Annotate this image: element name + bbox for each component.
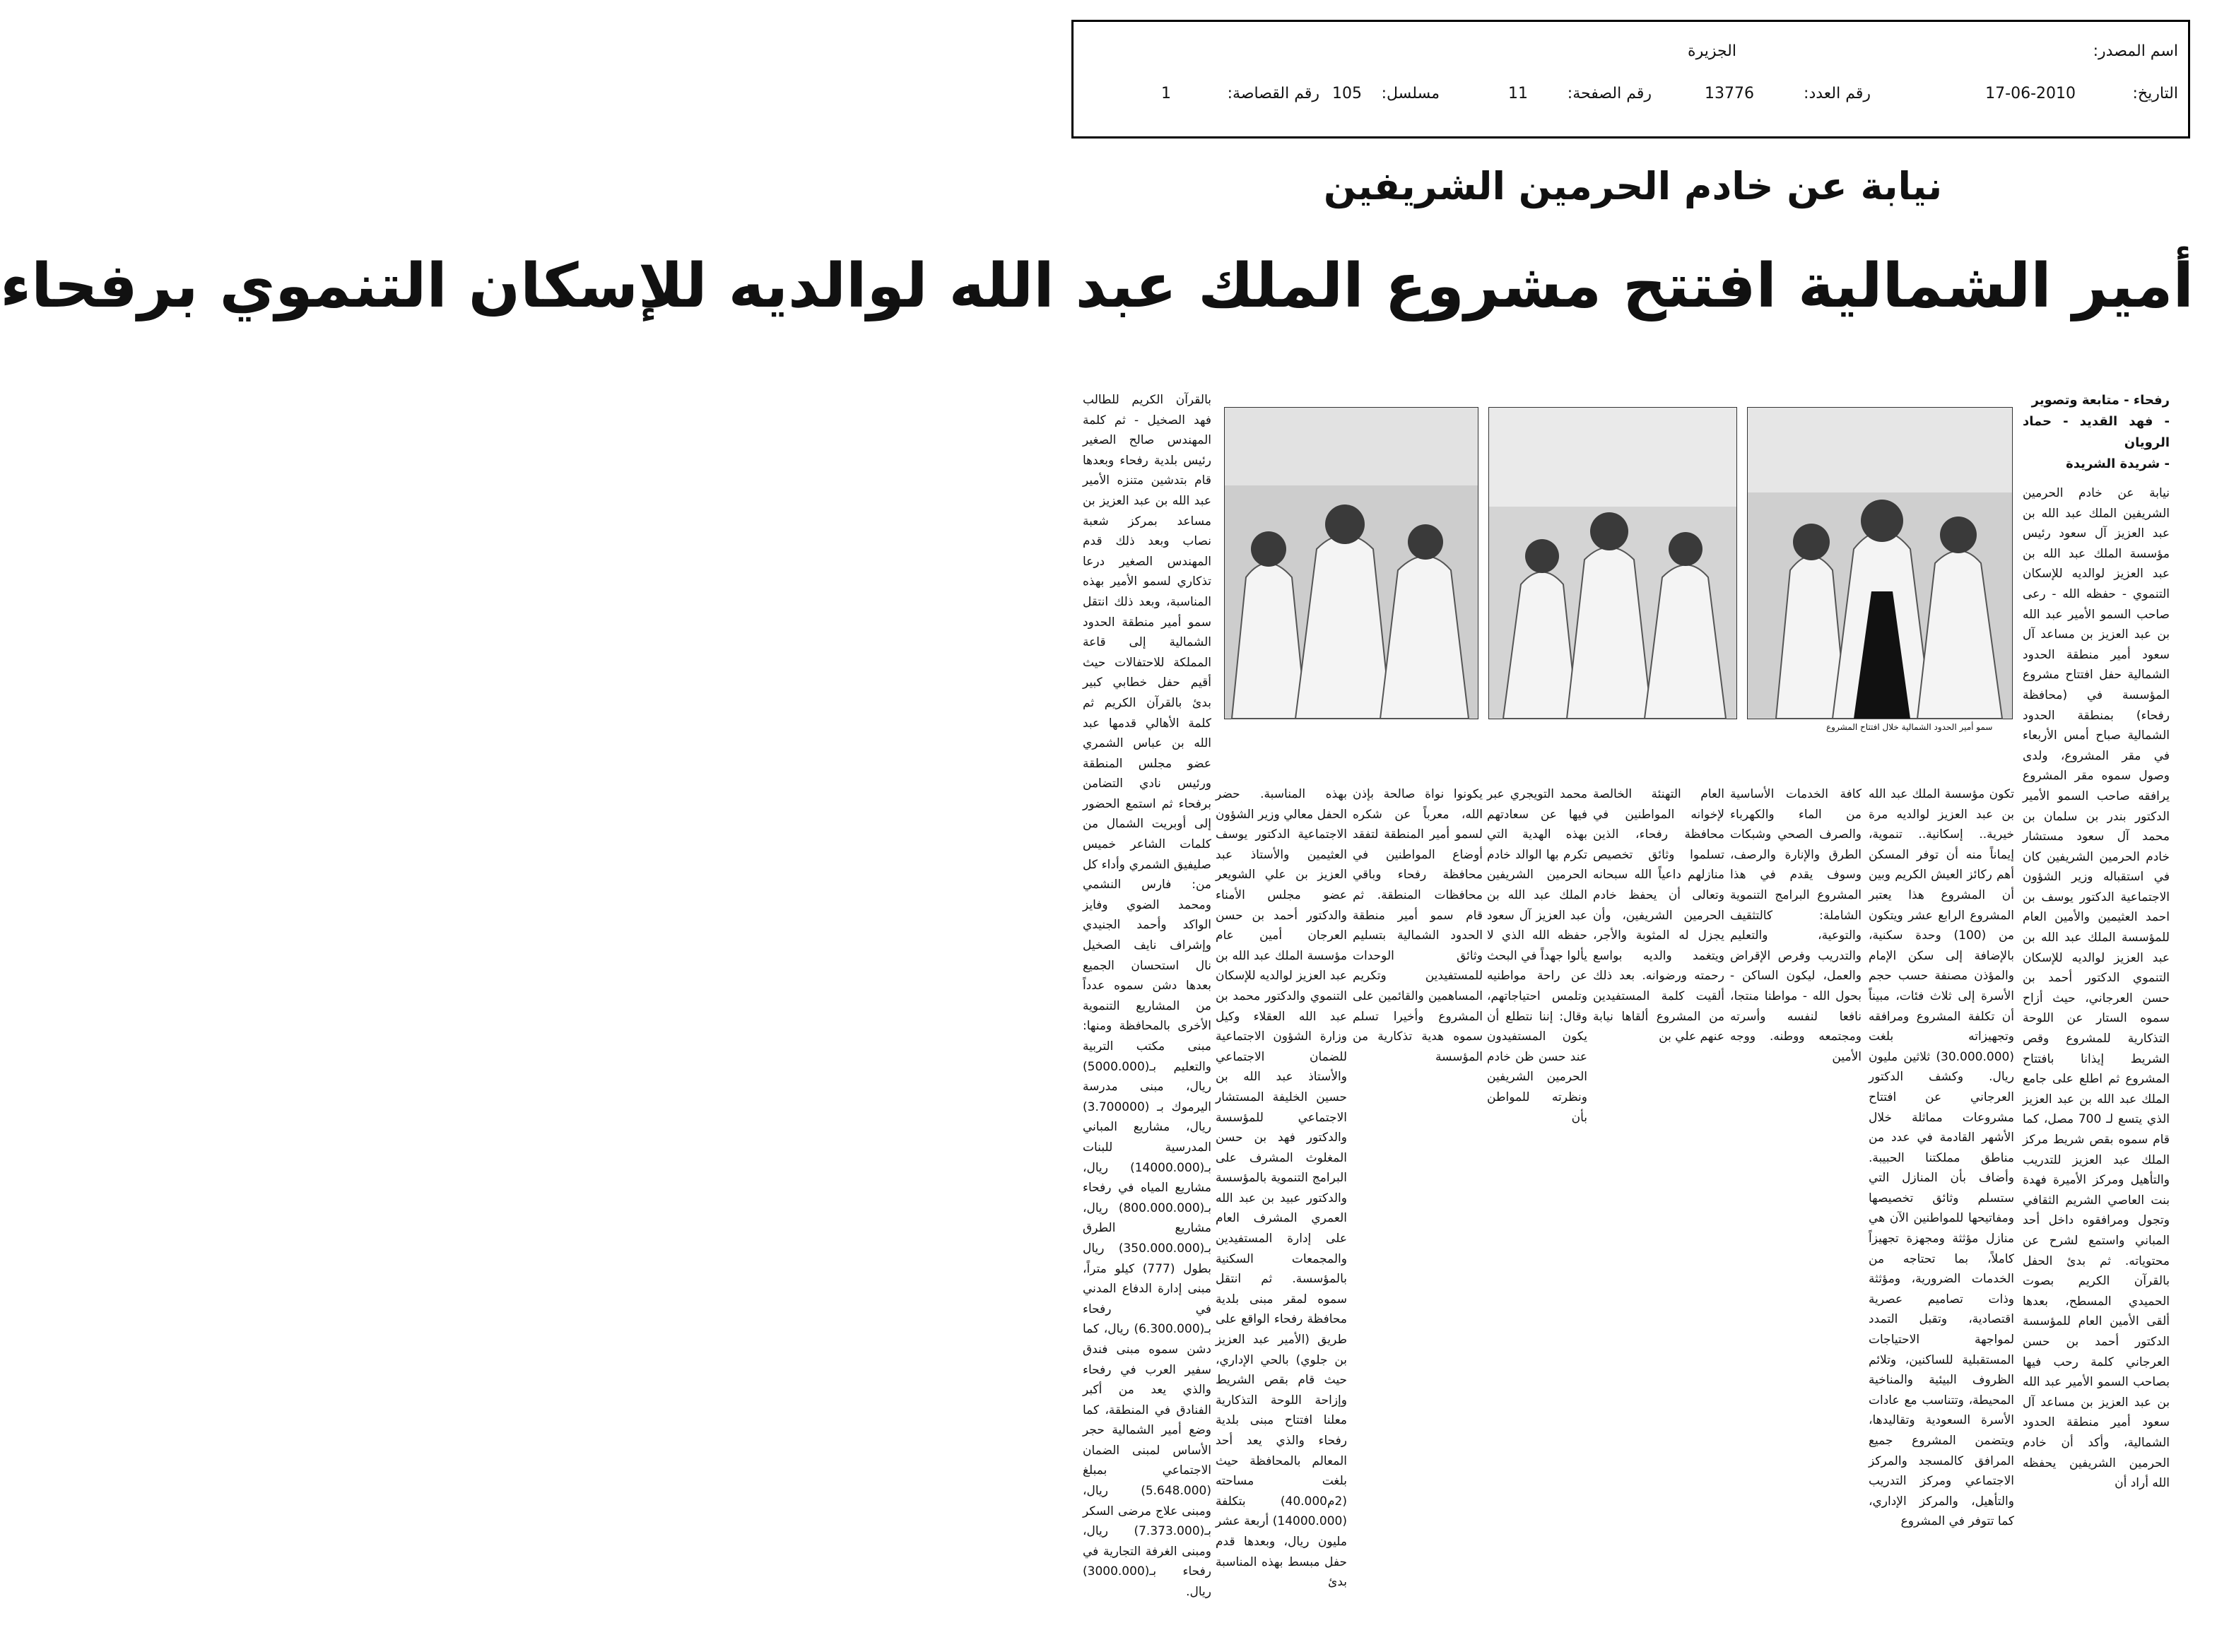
issue-value: 13776 [1705, 85, 1754, 102]
photo-graphic-1 [1748, 408, 2012, 719]
column-5-text: محمد التويجري عبر فيها عن سعادتهم بهذه الهدية التي تكرم بها الوالد خادم الحرمين الشريفين الملك عبد الله بن عبد العزيز آل سعود حفظه الله الذي لا يألوا جهداً في البحث عن راحة مواطنيه وتلمس احتياجاتهم، وقال: إننا نتطلع أن يكون المستفيدون عند حسن ظن خادم الحرمين الشريفين ونظرته للمواطن بأن [1487, 787, 1587, 1125]
photo-prince-officials-2 [1488, 407, 1737, 719]
article-headline: أمير الشمالية افتتح مشروع الملك عبد الله لوالديه للإسكان التنموي برفحاء [0, 251, 2194, 321]
byline-line-1: رفحاء - متابعة وتصوير [2031, 393, 2170, 408]
clip-value: 1 [1161, 85, 1171, 102]
photo-prince-officials-3 [1224, 407, 1478, 719]
article-byline [2023, 390, 2170, 475]
byline-line-3: - شريدة الشريدة [2066, 456, 2170, 471]
article-column-8 [1083, 390, 1211, 1600]
photo-prince-officials-1 [1747, 407, 2013, 719]
article-column-4 [1593, 784, 1724, 1116]
photo-graphic-2 [1489, 408, 1736, 719]
photo-caption: سمو أمير الحدود الشمالية خلال افتتاح المشروع [1826, 722, 1993, 732]
serial-value: 105 [1332, 85, 1362, 102]
issue-label: رقم العدد: [1804, 85, 1871, 102]
page-value: 11 [1508, 85, 1528, 102]
page-label: رقم الصفحة: [1567, 85, 1652, 102]
article-column-2 [1869, 784, 2014, 1583]
clipping-header-box [1071, 20, 2190, 138]
column-1-text: نيابة عن خادم الحرمين الشريفين الملك عبد الله بن عبد العزيز آل سعود رئيس مؤسسة الملك عبد الله بن عبد العزيز لوالديه للإسكان التنموي - حفظه الله - رعى صاحب السمو الأمير عبد الله بن عبد العزيز بن مساعد آل سعود أمير منطقة الحدود الشمالية حفل افتتاح مشروع المؤسسة في (محافظة رفحاء) بمنطقة الحدود الشمالية صباح أمس الأربعاء في مقر المشروع، ولدى وصول سموه مقر المشروع يرافقه صاحب السمو الأمير الدكتور بندر بن سلمان بن محمد آل سعود مستشار خادم الحرمين الشريفين كان في استقباله وزير الشؤون الاجتماعية الدكتور يوسف بن احمد العثيمين والأمين العام للمؤسسة الملك عبد الله بن عبد العزيز لوالديه للإسكان التنموي الدكتور أحمد بن حسن العرجاني، حيث أزاح سموه الستار عن اللوحة التذكارية للمشروع وقص الشريط إيذانا بافتتاح المشروع ثم اطلع على جامع الملك عبد الله بن عبد العزيز الذي يتسع لـ 700 مصل، كما قام سموه بقص شريط مركز الملك عبد العزيز للتدريب والتأهيل ومركز الأميرة فهدة بنت العاصي الشريم الثقافي وتجول ومرافقوه داخل أحد المباني واستمع لشرح عن محتوياته. ثم بدئ الحفل بالقرآن الكريم بصوت الحميدي المسطح، بعدها ألقى الأمين العام للمؤسسة الدكتور أحمد بن حسن العرجاني كلمة رحب فيها بصاحب السمو الأمير عبد الله بن عبد العزيز بن مساعد آل سعود أمير منطقة الحدود الشمالية، وأكد أن خادم الحرمين الشريفين يحفظه الله أراد أن [2023, 486, 2170, 1491]
article-column-5 [1487, 784, 1587, 1125]
article-column-1 [2023, 390, 2170, 1583]
column-6-text: يكونوا نواة صالحة بإذن الله، معرباً عن شكره لسمو أمير المنطقة لتفقد أوضاع المواطنين في محافظة رفحاء وباقي محافظات المنطقة. ثم قام سمو أمير منطقة الحدود الشمالية بتسليم وثائق الوحدات للمستفيدين وتكريم المساهمين والقائمين على المشروع وأخيرا تسلم سموه هدية تذكارية من المؤسسة [1353, 787, 1483, 1064]
serial-label: مسلسل: [1381, 85, 1440, 102]
date-label: التاريخ: [2132, 85, 2178, 102]
source-value: الجزيرة [1688, 42, 1736, 60]
column-7-text: بهذه المناسبة. حضر الحفل معالي وزير الشؤون الاجتماعية الدكتور يوسف العثيمين والأستاذ عبد العزيز بن علي الشويعر عضو مجلس الأمناء والدكتور أحمد بن حسن العرجان أمين عام مؤسسة الملك عبد الله بن عبد العزيز لوالديه للإسكان التنموي والدكتور محمد بن عبد الله العقلاء وكيل وزارة الشؤون الاجتماعية للضمان الاجتماعي والأستاذ عبد الله بن حسين الخليفة المستشار الاجتماعي للمؤسسة والدكتور فهد بن حسن المغلوث المشرف على البرامج التنموية بالمؤسسة والدكتور عبيد بن عبد الله العمري المشرف العام على إدارة المستفيدين والمجمعات السكنية بالمؤسسة. ثم انتقل سموه لمقر مبنى بلدية محافظة رفحاء الواقع على طريق (الأمير عبد العزيز بن جلوي) بالحي الإداري، حيث قام بقص الشريط وإزاحة اللوحة التذكارية معلنا افتتاح مبنى بلدية رفحاء والذي يعد أحد المعالم بالمحافظة حيث بلغت مساحته (2م40.000) بتكلفة (14000.000) أربعة عشر مليون ريال، وبعدها قدم حفل مبسط بهذه المناسبة بدئ [1216, 787, 1347, 1590]
article-kicker: نيابة عن خادم الحرمين الشريفين [1323, 164, 1943, 208]
article-column-6 [1353, 784, 1483, 1116]
clip-label: رقم القصاصة: [1227, 85, 1319, 102]
byline-line-2: - فهد القديد - حماد الرويان [2023, 414, 2170, 450]
date-value: 17-06-2010 [1985, 85, 2076, 102]
source-label: اسم المصدر: [2093, 42, 2178, 60]
article-column-3 [1730, 784, 1862, 1116]
photo-graphic-3 [1225, 408, 1478, 719]
column-3-text: كافة الخدمات الأساسية من الماء والكهرباء والصرف الصحي وشبكات الطرق والإنارة والرصف، وسوف يقدم في هذا المشروع البرامج التنموية الشاملة: كالتثقيف والتوعية، والتعليم والتدريب وفرص الإقراض والعمل، ليكون الساكن - بحول الله - مواطنا منتجا، نافعا لنفسه وأسرته ومجتمعه ووطنه. ووجه الأمين [1730, 787, 1862, 1064]
column-8-text: بالقرآن الكريم للطالب فهد الصخيل - ثم كلمة المهندس صالح الصغير رئيس بلدية رفحاء وبعدها قام بتدشين متنزه الأمير عبد الله بن عبد العزيز بن مساعد بمركز شعبة نصاب وبعد ذلك قدم المهندس الصغير درعا تذكاري لسمو الأمير بهذه المناسبة، وبعد ذلك انتقل سمو أمير منطقة الحدود الشمالية إلى قاعة المملكة للاحتفالات حيث أقيم حفل خطابي كبير بدئ بالقرآن الكريم ثم كلمة الأهالي قدمها عبد الله بن عباس الشمري عضو مجلس المنطقة ورئيس نادي التضامن برفحاء ثم استمع الحضور إلى أوبريت الشمال من كلمات الشاعر خميس صليفيق الشمري وأداء كل من: فارس النشمي ومحمد الضوي وفايز الواكد وأحمد الجنيدي وإشراف نايف الصخيل نال استحسان الجميع بعدها دشن سموه عدداً من المشاريع التنموية الأخرى بالمحافظة ومنها: مبنى مكتب التربية والتعليم بـ(5000.000) ريال، مبنى مدرسة اليرموك بـ (3.700000) ريال، مشاريع المباني المدرسية للبنات بـ(14000.000) ريال، مشاريع المياه في رفحاء بـ(800.000.000) ريال، مشاريع الطرق بـ(350.000.000) ريال بطول (777) كيلو متراً، مبنى إدارة الدفاع المدني في رفحاء بـ(6.300.000) ريال، كما دشن سموه مبنى فندق سفير العرب في رفحاء والذي يعد من أكبر الفنادق في المنطقة، كما وضع أمير الشمالية حجر الأساس لمبنى الضمان الاجتماعي بمبلغ (5.648.000) ريال، ومبنى علاج مرضى السكر بـ(7.373.000) ريال، ومبنى الغرفة التجارية في رفحاء بـ(3000.000) ريال. [1083, 393, 1211, 1600]
column-2-text: تكون مؤسسة الملك عبد الله بن عبد العزيز لوالديه مرة خيرية.. إسكانية.. تنموية، إيماناً منه أن توفر المسكن أهم ركائز العيش الكريم وبين أن المشروع هذا يعتبر المشروع الرابع عشر ويتكون من (100) وحدة سكنية، بالإضافة إلى سكن الإمام والمؤذن مصنفة حسب حجم الأسرة إلى ثلاث فئات، مبيناً أن تكلفة المشروع ومرافقه وتجهيزاته بلغت (30.000.000) ثلاثين مليون ريال. وكشف الدكتور العرجاني عن افتتاح مشروعات مماثلة خلال الأشهر القادمة في عدد من مناطق مملكتنا الحبيبة. وأضاف بأن المنازل التي ستسلم وثائق تخصيصها ومفاتيحها للمواطنين الآن هي منازل مؤثثة ومجهزة تجهيزاً كاملاً، بما تحتاجه من الخدمات الضرورية، ومؤثثة وذات تصاميم عصرية اقتصادية، وتقبل التمدد لمواجهة الاحتياجات المستقبلية للساكنين، وتلائم الظروف البيئية والمناخية المحيطة، وتتناسب مع عادات الأسرة السعودية وتقاليدها، ويتضمن المشروع جميع المرافق كالمسجد والمركز الاجتماعي ومركز التدريب والتأهيل، والمركز الإداري، كما تتوفر في المشروع [1869, 787, 2014, 1529]
article-column-7 [1216, 784, 1347, 1590]
column-4-text: العام التهنئة الخالصة لإخوانه المواطنين في محافظة رفحاء، الذين تسلموا وثائق تخصيص منازلهم داعياً الله سبحانه وتعالى أن يحفظ خادم الحرمين الشريفين، وأن يجزل له المثوبة والأجر، ويتغمد والديه بواسع رحمته ورضوانه. بعد ذلك ألقيت كلمة المستفيدين من المشروع ألقاها نيابة عنهم علي بن [1593, 787, 1724, 1044]
